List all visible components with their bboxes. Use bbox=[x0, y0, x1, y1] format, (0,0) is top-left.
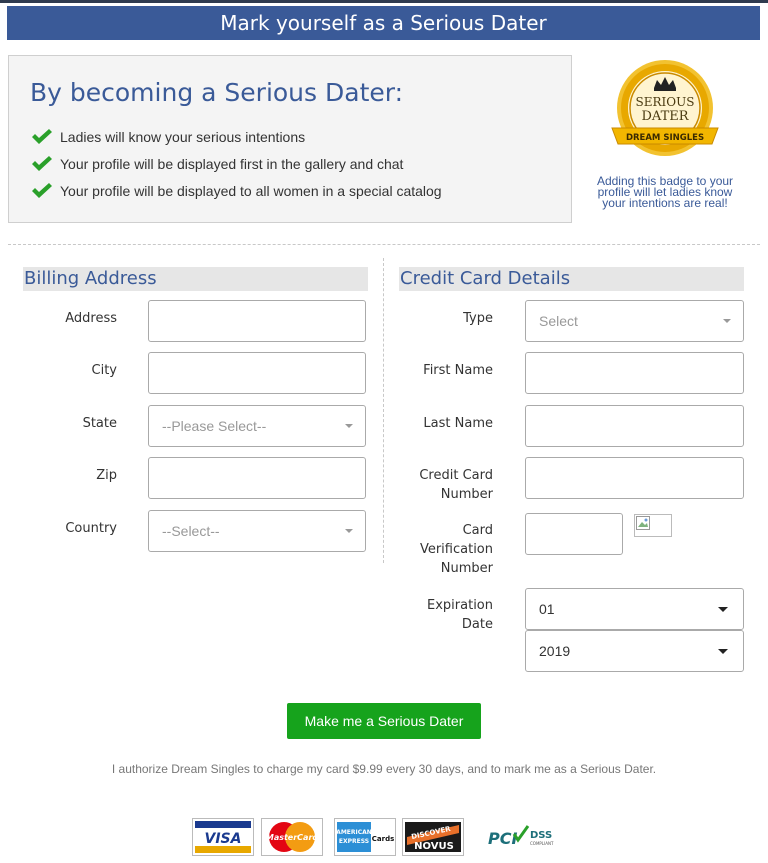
benefits-panel bbox=[8, 55, 572, 223]
first-name-input[interactable] bbox=[525, 352, 744, 394]
expiration-label-line: Date bbox=[461, 617, 493, 632]
badge-caption bbox=[590, 176, 740, 209]
badge-caption-line: your intentions are real! bbox=[602, 196, 728, 210]
discover-text: DISCOVER bbox=[410, 824, 452, 842]
benefit-item bbox=[31, 153, 403, 175]
cvv-input[interactable] bbox=[525, 513, 623, 555]
address-input[interactable] bbox=[148, 300, 366, 342]
country-select[interactable] bbox=[148, 510, 366, 552]
benefit-item bbox=[31, 180, 442, 202]
chevron-down-icon bbox=[723, 319, 731, 323]
card-type-select-value: Select bbox=[539, 313, 578, 329]
exp-month-value: 01 bbox=[539, 601, 555, 617]
last-name-input[interactable] bbox=[525, 405, 744, 447]
cc-number-input[interactable] bbox=[525, 457, 744, 499]
amex-text-2: EXPRESS bbox=[338, 838, 370, 845]
pci-dss-logo bbox=[484, 818, 560, 856]
badge-caption-line: profile will let ladies know bbox=[597, 185, 733, 199]
amex-cards-text: Cards bbox=[371, 835, 395, 843]
expiration-label-line: Expiration bbox=[427, 598, 493, 613]
benefit-text: Your profile will be displayed first in the gallery and chat bbox=[60, 156, 404, 172]
card-section-title: Credit Card Details bbox=[399, 267, 744, 291]
amex-text-1: AMERICAN bbox=[336, 829, 372, 836]
cc-number-label-line: Number bbox=[440, 487, 493, 502]
badge-line1: SERIOUS bbox=[635, 95, 695, 109]
cvv-label-line: Verification bbox=[419, 542, 493, 557]
exp-year-select[interactable] bbox=[525, 630, 744, 672]
billing-section-title: Billing Address bbox=[23, 267, 368, 291]
last-name-label: Last Name bbox=[423, 416, 493, 431]
benefit-text: Your profile will be displayed to all women in a special catalog bbox=[60, 183, 442, 199]
dss-text: DSS bbox=[530, 830, 553, 841]
cvv-label-line: Card bbox=[462, 523, 493, 538]
country-label: Country bbox=[65, 521, 117, 536]
expiration-label bbox=[395, 596, 493, 634]
first-name-label: First Name bbox=[423, 363, 493, 378]
checkmark-icon bbox=[31, 182, 53, 200]
cvv-label-line: Number bbox=[440, 561, 493, 576]
card-type-label: Type bbox=[463, 311, 493, 326]
exp-year-value: 2019 bbox=[539, 643, 571, 659]
chevron-down-icon bbox=[345, 424, 353, 428]
mastercard-logo bbox=[261, 818, 323, 856]
zip-input[interactable] bbox=[148, 457, 366, 499]
state-select-value: --Please Select-- bbox=[162, 418, 267, 434]
badge-caption-line: Adding this badge to your bbox=[596, 174, 734, 188]
chevron-down-icon bbox=[718, 649, 728, 654]
badge-ribbon-text: DREAM SINGLES bbox=[625, 133, 705, 143]
country-select-value: --Select-- bbox=[162, 523, 220, 539]
authorization-text: I authorize Dream Singles to charge my card $9.99 every 30 days, and to mark me as a Serious Dater. bbox=[111, 762, 657, 776]
top-border bbox=[0, 0, 768, 3]
mastercard-text: MasterCard bbox=[265, 833, 319, 842]
discover-novus-logo bbox=[402, 818, 464, 856]
state-select[interactable] bbox=[148, 405, 366, 447]
chevron-down-icon bbox=[718, 607, 728, 612]
pci-text: PCI bbox=[488, 829, 518, 848]
city-label: City bbox=[91, 363, 117, 378]
checkmark-icon bbox=[31, 155, 53, 173]
badge-line2: DATER bbox=[641, 109, 689, 124]
submit-button[interactable]: Make me a Serious Dater bbox=[287, 703, 481, 739]
exp-month-select[interactable] bbox=[525, 588, 744, 630]
benefits-heading: By becoming a Serious Dater: bbox=[30, 78, 404, 107]
broken-image-icon bbox=[636, 516, 650, 530]
cc-number-label bbox=[395, 466, 493, 504]
checkmark-icon bbox=[31, 128, 53, 146]
card-type-select[interactable] bbox=[525, 300, 744, 342]
cvv-help-image[interactable] bbox=[634, 514, 672, 537]
state-label: State bbox=[82, 416, 117, 431]
compliant-text: COMPLIANT bbox=[530, 841, 554, 846]
city-input[interactable] bbox=[148, 352, 366, 394]
visa-text: VISA bbox=[204, 831, 242, 847]
page-title: Mark yourself as a Serious Dater bbox=[7, 6, 760, 40]
serious-dater-badge bbox=[600, 56, 730, 172]
novus-text: NOVUS bbox=[414, 841, 454, 852]
benefit-text: Ladies will know your serious intentions bbox=[60, 129, 306, 145]
section-divider bbox=[8, 244, 760, 245]
benefit-item bbox=[31, 126, 305, 148]
column-divider bbox=[383, 258, 384, 563]
visa-logo bbox=[192, 818, 254, 856]
address-label: Address bbox=[65, 311, 117, 326]
amex-logo bbox=[334, 818, 396, 856]
cvv-label bbox=[395, 521, 493, 578]
cc-number-label-line: Credit Card bbox=[419, 468, 493, 483]
chevron-down-icon bbox=[345, 529, 353, 533]
zip-label: Zip bbox=[96, 468, 117, 483]
